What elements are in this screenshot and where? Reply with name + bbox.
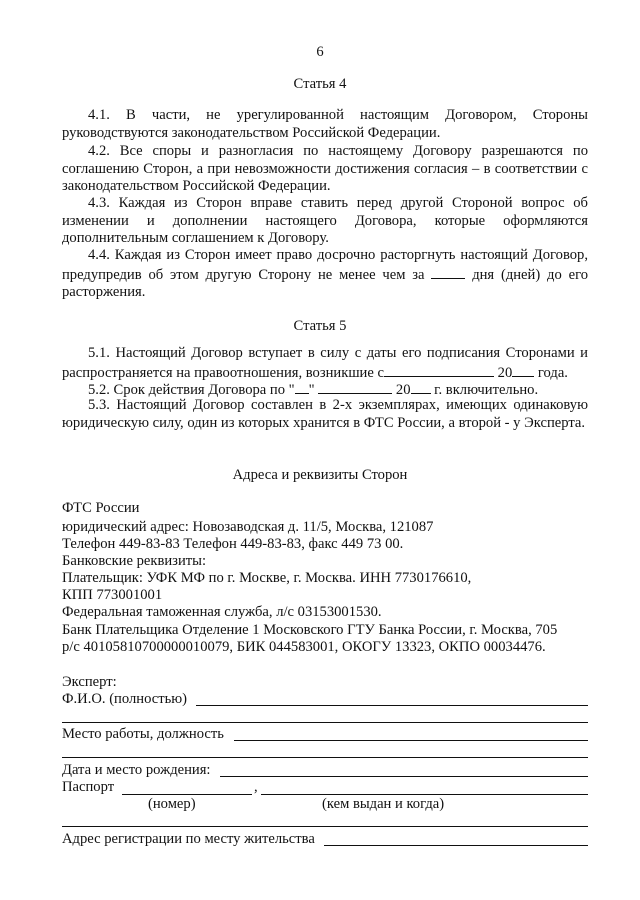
work-input-line-2[interactable]: [62, 757, 588, 758]
clause-4-2: [62, 143, 588, 196]
clause-5-2-text-d: г. включительно.: [434, 382, 539, 398]
fio-input-line[interactable]: [196, 705, 588, 706]
kpp-line: КПП 773001001: [62, 587, 163, 603]
expert-title: Эксперт:: [62, 674, 117, 690]
clause-4-4-text-b: дня (дней) до его расторжения.: [62, 266, 588, 301]
passport-extra-line[interactable]: [62, 826, 588, 827]
end-day-blank: [295, 380, 309, 394]
clause-4-4: [62, 247, 588, 302]
clause-5-2-text-a: 5.2. Срок действия Договора по ": [88, 382, 295, 398]
clause-5-1: [62, 345, 588, 382]
fio-row: [62, 691, 187, 709]
clause-5-2-quote: ": [308, 382, 315, 398]
number-caption: (номер): [148, 796, 196, 812]
birth-row: [62, 762, 210, 780]
article-5-title: Статья 5: [293, 318, 347, 334]
work-input-line[interactable]: [234, 740, 588, 741]
passport-row: [62, 779, 114, 797]
bank-codes-line: р/с 40105810700000010079, БИК 044583001, ОКОГУ 13323, ОКПО 00034476.: [62, 639, 546, 655]
clause-4-3-text: 4.3. Каждая из Сторон вправе ставить перед другой Стороной вопрос об изменении и дополнении настоящего Договора, которые оформляются дополнительным соглашением к Договору.: [62, 195, 588, 247]
clause-5-1-year: 20: [497, 364, 513, 381]
work-label: Место работы, должность: [62, 726, 224, 742]
clause-5-3-text: 5.3. Настоящий Договор составлен в 2-х экземплярах, имеющих одинаковую юридическую силу, один из которых хранится в ФТС России, а второй - у Эксперта.: [62, 397, 588, 431]
start-date-blank: [384, 363, 494, 377]
passport-comma: ,: [254, 779, 258, 795]
address-row: [62, 831, 315, 849]
payer-bank-line: Банк Плательщика Отделение 1 Московского ГТУ Банка России, г. Москва, 705: [62, 622, 558, 638]
fts-legal-address: юридический адрес: Новозаводская д. 11/5, Москва, 121087: [62, 519, 434, 535]
address-label: Адрес регистрации по месту жительства: [62, 831, 315, 847]
page-number: 6: [316, 44, 324, 60]
clause-4-1-text: 4.1. В части, не урегулированной настоящим Договором, Стороны руководствуются законодательством Российской Федерации.: [62, 107, 588, 141]
clause-5-3: [62, 397, 588, 432]
fio-input-line-2[interactable]: [62, 722, 588, 723]
end-year-blank: [411, 380, 431, 394]
fts-name: ФТС России: [62, 500, 140, 516]
addresses-title: Адреса и реквизиты Сторон: [232, 467, 408, 483]
account-line: Федеральная таможенная служба, л/с 03153001530.: [62, 604, 382, 620]
payer-line: Плательщик: УФК МФ по г. Москве, г. Москва. ИНН 7730176610,: [62, 570, 472, 586]
days-blank: [431, 265, 465, 279]
address-input-line[interactable]: [324, 845, 588, 846]
end-month-blank: [318, 380, 392, 394]
clause-5-1-text-a: 5.1. Настоящий Договор вступает в силу с даты его подписания Сторонами и распространяется на правоотношения, возникшие с: [62, 345, 588, 381]
clause-4-2-text: 4.2. Все споры и разногласия по настоящему Договору разрешаются по соглашению Сторон, а при невозможности достижения согласия – в соответствии с законодательством Российской Федерации.: [62, 143, 588, 195]
start-year-blank: [512, 363, 534, 377]
issued-caption: (кем выдан и когда): [322, 796, 445, 812]
fio-label: Ф.И.О. (полностью): [62, 691, 188, 707]
work-row: [62, 726, 224, 744]
passport-label: Паспорт: [62, 779, 115, 795]
passport-number-line[interactable]: [122, 794, 252, 795]
clause-5-2-year: 20: [395, 382, 411, 398]
clause-4-3: [62, 195, 588, 248]
article-4-title: Статья 4: [293, 76, 347, 92]
bank-details-label: Банковские реквизиты:: [62, 553, 206, 569]
fts-phones: Телефон 449-83-83 Телефон 449-83-83, факс 449 73 00.: [62, 536, 404, 552]
clause-5-1-text-c: года.: [537, 364, 568, 381]
birth-input-line[interactable]: [220, 776, 588, 777]
birth-label: Дата и место рождения:: [62, 762, 211, 778]
passport-issued-line[interactable]: [261, 794, 588, 795]
clause-4-1: [62, 107, 588, 142]
clause-4-4-text-a: 4.4. Каждая из Сторон имеет право досрочно расторгнуть настоящий Договор, предупредив об этом другую Сторону не менее чем за: [62, 247, 588, 283]
